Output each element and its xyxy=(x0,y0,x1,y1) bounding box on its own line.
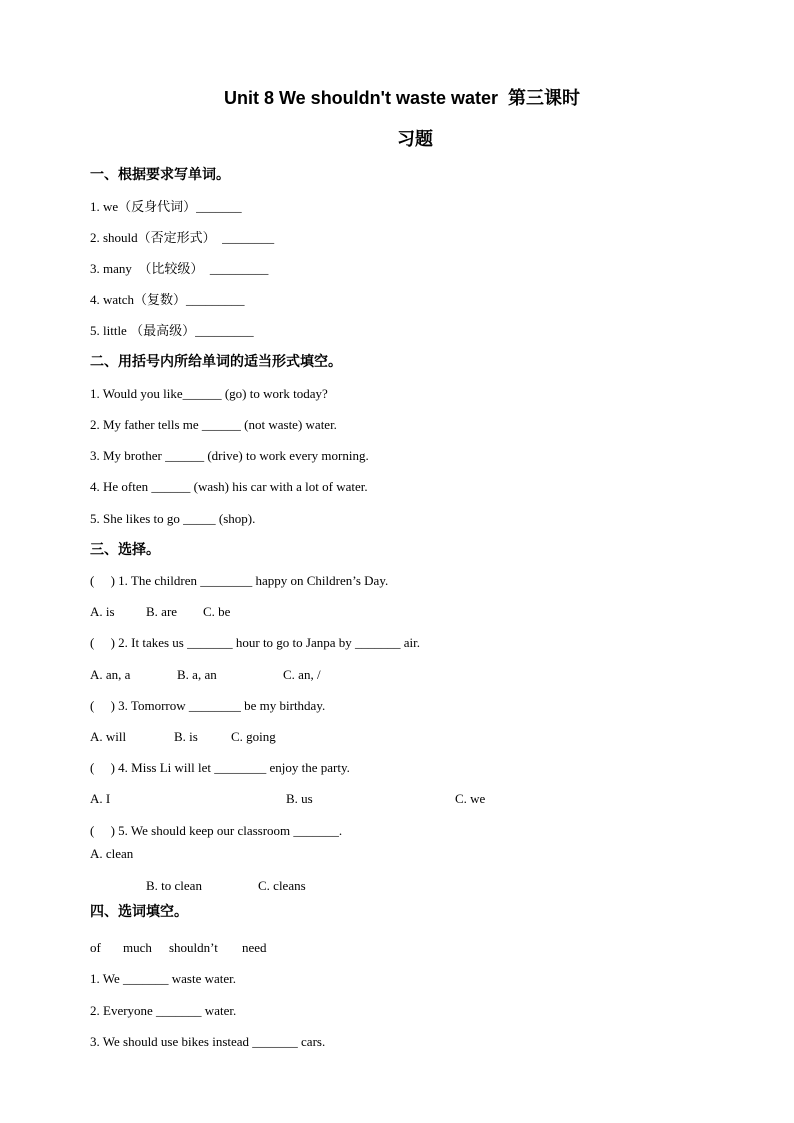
question-4-stem: ( ) 4. Miss Li will let ________ enjoy the party. xyxy=(90,760,350,775)
question-3-option-a: A. will xyxy=(90,729,127,744)
question-4-option-b: B. us xyxy=(286,791,313,806)
question-5-stem: ( ) 5. We should keep our classroom _______. xyxy=(90,823,343,838)
section-3-heading: 三、选择。 xyxy=(90,542,160,558)
question-2-option-b: B. a, an xyxy=(177,667,217,682)
question-1-option-a: A. is xyxy=(90,604,115,619)
word-bank-shouldnt: shouldn’t xyxy=(169,940,218,955)
section-4-heading: 四、选词填空。 xyxy=(90,904,188,920)
section-4-item-1: 1. We _______ waste water. xyxy=(90,971,237,986)
word-bank-much: much xyxy=(123,940,152,955)
question-5-option-b: B. to clean xyxy=(146,878,202,893)
question-1-option-b: B. are xyxy=(146,604,178,619)
word-bank-of: of xyxy=(90,940,101,955)
question-1-option-c: C. be xyxy=(203,604,231,619)
section-2-item-3: 3. My brother ______ (drive) to work every morning. xyxy=(90,448,369,463)
section-2-item-4: 4. He often ______ (wash) his car with a lot of water. xyxy=(90,479,368,494)
section-1-item-5: 5. little （最高级）_________ xyxy=(90,323,254,338)
question-2-option-a: A. an, a xyxy=(90,667,131,682)
section-2-item-5: 5. She likes to go _____ (shop). xyxy=(90,511,256,526)
section-2-item-1: 1. Would you like______ (go) to work today? xyxy=(90,386,328,401)
section-4-item-2: 2. Everyone _______ water. xyxy=(90,1003,237,1018)
question-2-option-c: C. an, / xyxy=(283,667,321,682)
section-2-item-2: 2. My father tells me ______ (not waste) water. xyxy=(90,417,337,432)
question-4-option-c: C. we xyxy=(455,791,486,806)
section-4-item-3: 3. We should use bikes instead _______ cars. xyxy=(90,1034,326,1049)
question-5-option-a: A. clean xyxy=(90,846,134,861)
page-title: Unit 8 We shouldn't waste water 第三课时 xyxy=(224,88,580,108)
question-4-option-a: A. I xyxy=(90,791,111,806)
section-1-item-4: 4. watch（复数）_________ xyxy=(90,292,245,307)
question-1-stem: ( ) 1. The children ________ happy on Children’s Day. xyxy=(90,573,389,588)
section-1-item-1: 1. we（反身代词）_______ xyxy=(90,199,242,214)
section-1-heading: 一、根据要求写单词。 xyxy=(90,167,230,183)
section-2-heading: 二、用括号内所给单词的适当形式填空。 xyxy=(90,354,342,370)
question-3-stem: ( ) 3. Tomorrow ________ be my birthday. xyxy=(90,698,326,713)
question-3-option-b: B. is xyxy=(174,729,198,744)
question-5-option-c: C. cleans xyxy=(258,878,306,893)
page-subtitle: 习题 xyxy=(397,129,433,149)
question-3-option-c: C. going xyxy=(231,729,276,744)
section-1-item-3: 3. many （比较级） _________ xyxy=(90,261,269,276)
word-bank-need: need xyxy=(242,940,267,955)
question-2-stem: ( ) 2. It takes us _______ hour to go to Janpa by _______ air. xyxy=(90,635,421,650)
section-1-item-2: 2. should（否定形式） ________ xyxy=(90,230,275,245)
